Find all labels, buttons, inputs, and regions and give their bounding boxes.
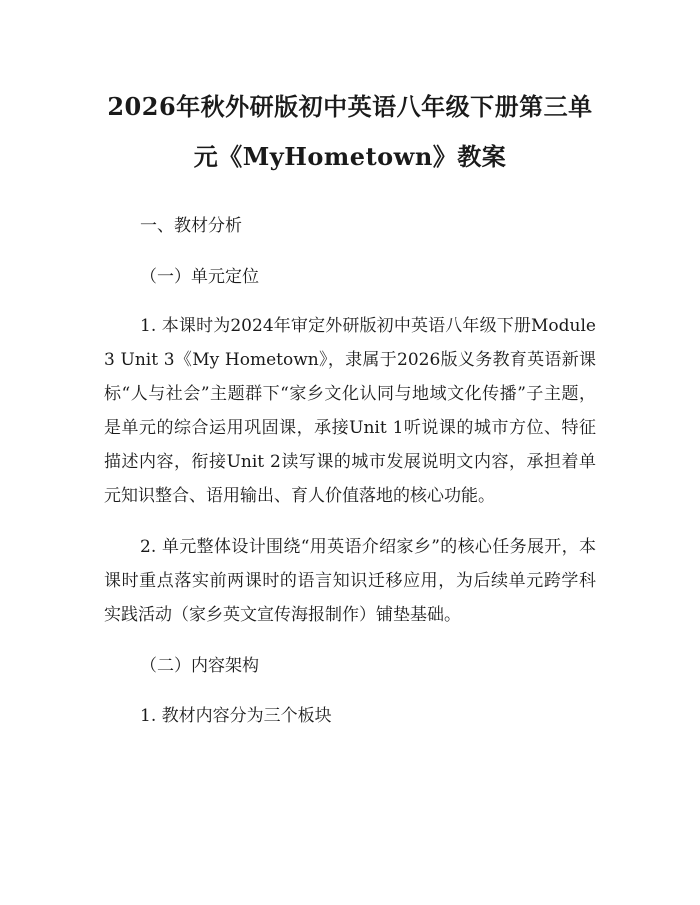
paragraph-2: 2. 单元整体设计围绕“用英语介绍家乡”的核心任务展开，本课时重点落实前两课时的语言知识迁移应用，为后续单元跨学科实践活动（家乡英文宣传海报制作）铺垫基础。 <box>104 537 596 625</box>
title-line-2: 元《MyHometown》教案 <box>193 142 507 171</box>
subsection-heading-unit-positioning: （一）单元定位 <box>140 267 259 287</box>
document-title <box>104 82 596 182</box>
title-line-1: 2026年秋外研版初中英语八年级下册第三单 <box>107 92 593 121</box>
paragraph-1: 1. 本课时为2024年审定外研版初中英语八年级下册Module 3 Unit 3《My Hometown》，隶属于2026版义务教育英语新课标“人与社会”主题群下“家乡文化认同与地域文化传播”子主题，是单元的综合运用巩固课，承接Unit 1听说课的城市方位、特征描述内容，衔接Unit 2读写课的城市发展说明文内容，承担着单元知识整合、语用输出、育人价值落地的核心功能。 <box>104 316 596 506</box>
list-item-1: 1. 教材内容分为三个板块 <box>140 706 332 726</box>
subsection-heading-content-structure: （二）内容架构 <box>140 656 259 676</box>
section-heading-analysis: 一、教材分析 <box>140 216 242 236</box>
